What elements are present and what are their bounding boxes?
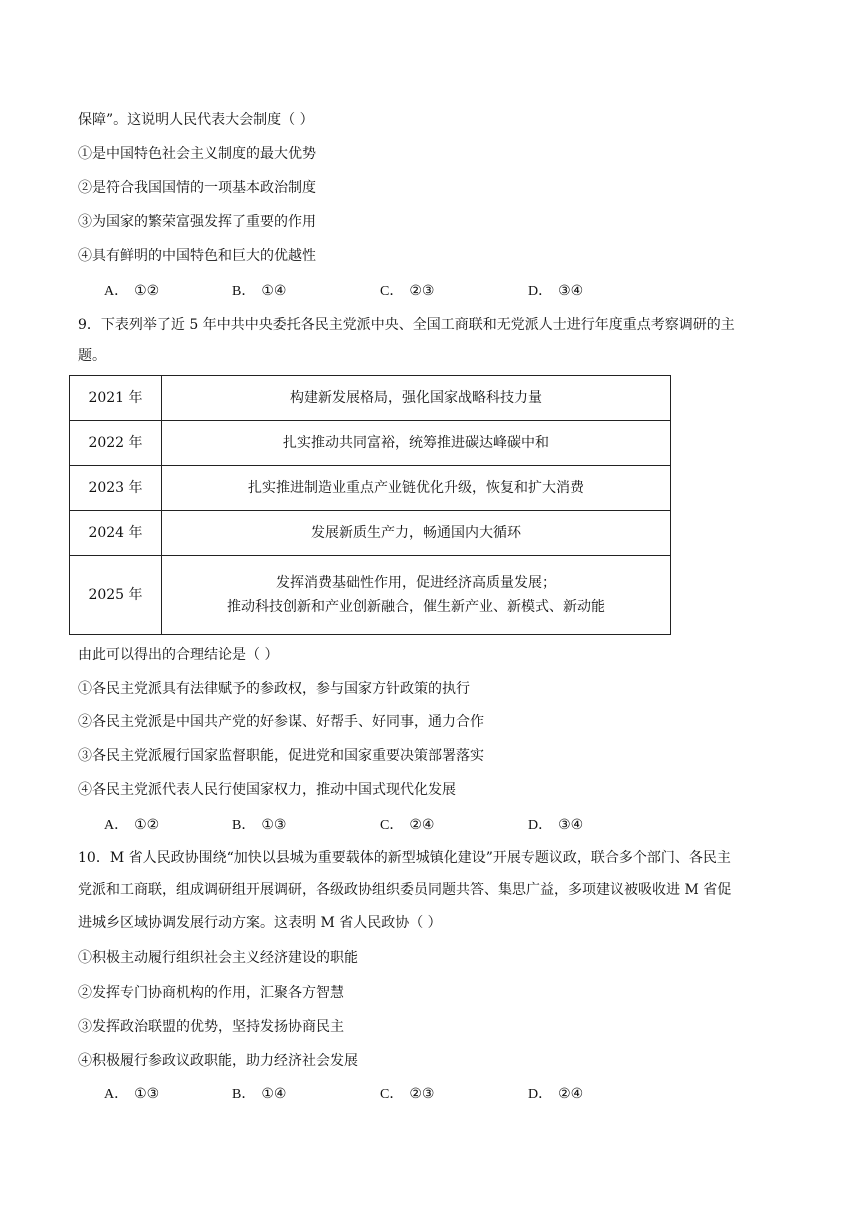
table-cell-topic xyxy=(162,556,671,635)
q9-answer-choices xyxy=(104,815,704,835)
q9-option-1: ①各民主党派具有法律赋予的参政权，参与国家方针政策的执行 xyxy=(78,681,470,697)
q9-choice-c: C． ②④ xyxy=(380,817,435,833)
q9-topics-table xyxy=(69,375,671,635)
q10-stem-line-3: 进城乡区域协调发展行动方案。这表明 M 省人民政协（ ） xyxy=(78,915,442,931)
q10-option-3: ③发挥政治联盟的优势，坚持发扬协商民主 xyxy=(78,1019,344,1035)
table-cell-topic: 构建新发展格局，强化国家战略科技力量 xyxy=(162,376,671,421)
q10-stem-line-1: 10．M 省人民政协围绕“加快以县城为重要载体的新型城镇化建设”开展专题议政，联合多个部门、各民主 xyxy=(78,850,731,866)
q10-option-2: ②发挥专门协商机构的作用，汇聚各方智慧 xyxy=(78,985,344,1001)
q10-choice-a: A． ①③ xyxy=(104,1086,160,1102)
q10-option-1: ①积极主动履行组织社会主义经济建设的职能 xyxy=(78,950,358,966)
q10-choice-b: B． ①④ xyxy=(232,1086,287,1102)
table-row xyxy=(70,466,671,511)
table-row xyxy=(70,421,671,466)
q10-choice-c: C． ②③ xyxy=(380,1086,435,1102)
table-cell-year: 2025 年 xyxy=(70,556,162,635)
q8-option-3: ③为国家的繁荣富强发挥了重要的作用 xyxy=(78,214,316,230)
q10-option-4: ④积极履行参政议政职能，助力经济社会发展 xyxy=(78,1053,358,1069)
q9-stem-line-2: 题。 xyxy=(78,348,106,364)
q8-choice-b: B． ①④ xyxy=(232,283,287,299)
q9-question: 由此可以得出的合理结论是（ ） xyxy=(78,647,279,663)
q8-option-2: ②是符合我国国情的一项基本政治制度 xyxy=(78,180,316,196)
q9-option-4: ④各民主党派代表人民行使国家权力，推动中国式现代化发展 xyxy=(78,782,456,798)
q8-choice-d: D． ③④ xyxy=(528,283,584,299)
q8-answer-choices xyxy=(104,281,704,301)
q9-choice-d: D． ③④ xyxy=(528,817,584,833)
table-cell-topic: 发展新质生产力，畅通国内大循环 xyxy=(162,511,671,556)
table-cell-topic-line-1: 发挥消费基础性作用，促进经济高质量发展； xyxy=(276,575,556,591)
table-cell-year: 2022 年 xyxy=(70,421,162,466)
q10-answer-choices xyxy=(104,1084,704,1104)
q10-stem-line-2: 党派和工商联，组成调研组开展调研，各级政协组织委员同题共答、集思广益，多项建议被吸收进 M 省促 xyxy=(78,882,732,898)
table-cell-topic: 扎实推动共同富裕，统筹推进碳达峰碳中和 xyxy=(162,421,671,466)
table-row xyxy=(70,376,671,421)
table-cell-year: 2024 年 xyxy=(70,511,162,556)
q8-option-1: ①是中国特色社会主义制度的最大优势 xyxy=(78,146,316,162)
q8-choice-a: A． ①② xyxy=(104,283,160,299)
q9-option-3: ③各民主党派履行国家监督职能，促进党和国家重要决策部署落实 xyxy=(78,748,484,764)
q8-stem-tail: 保障”。这说明人民代表大会制度（ ） xyxy=(78,112,314,128)
table-cell-topic: 扎实推进制造业重点产业链优化升级，恢复和扩大消费 xyxy=(162,466,671,511)
q9-choice-b: B． ①③ xyxy=(232,817,287,833)
q8-choice-c: C． ②③ xyxy=(380,283,435,299)
table-cell-topic-line-2: 推动科技创新和产业创新融合，催生新产业、新模式、新动能 xyxy=(227,599,605,615)
q9-stem-line-1: 9．下表列举了近 5 年中共中央委托各民主党派中央、全国工商联和无党派人士进行年度重点考察调研的主 xyxy=(78,317,735,333)
q9-option-2: ②各民主党派是中国共产党的好参谋、好帮手、好同事，通力合作 xyxy=(78,714,484,730)
q9-choice-a: A． ①② xyxy=(104,817,160,833)
q8-option-4: ④具有鲜明的中国特色和巨大的优越性 xyxy=(78,248,316,264)
table-row xyxy=(70,511,671,556)
table-row xyxy=(70,556,671,635)
table-cell-year: 2021 年 xyxy=(70,376,162,421)
table-cell-year: 2023 年 xyxy=(70,466,162,511)
q10-choice-d: D． ②④ xyxy=(528,1086,584,1102)
